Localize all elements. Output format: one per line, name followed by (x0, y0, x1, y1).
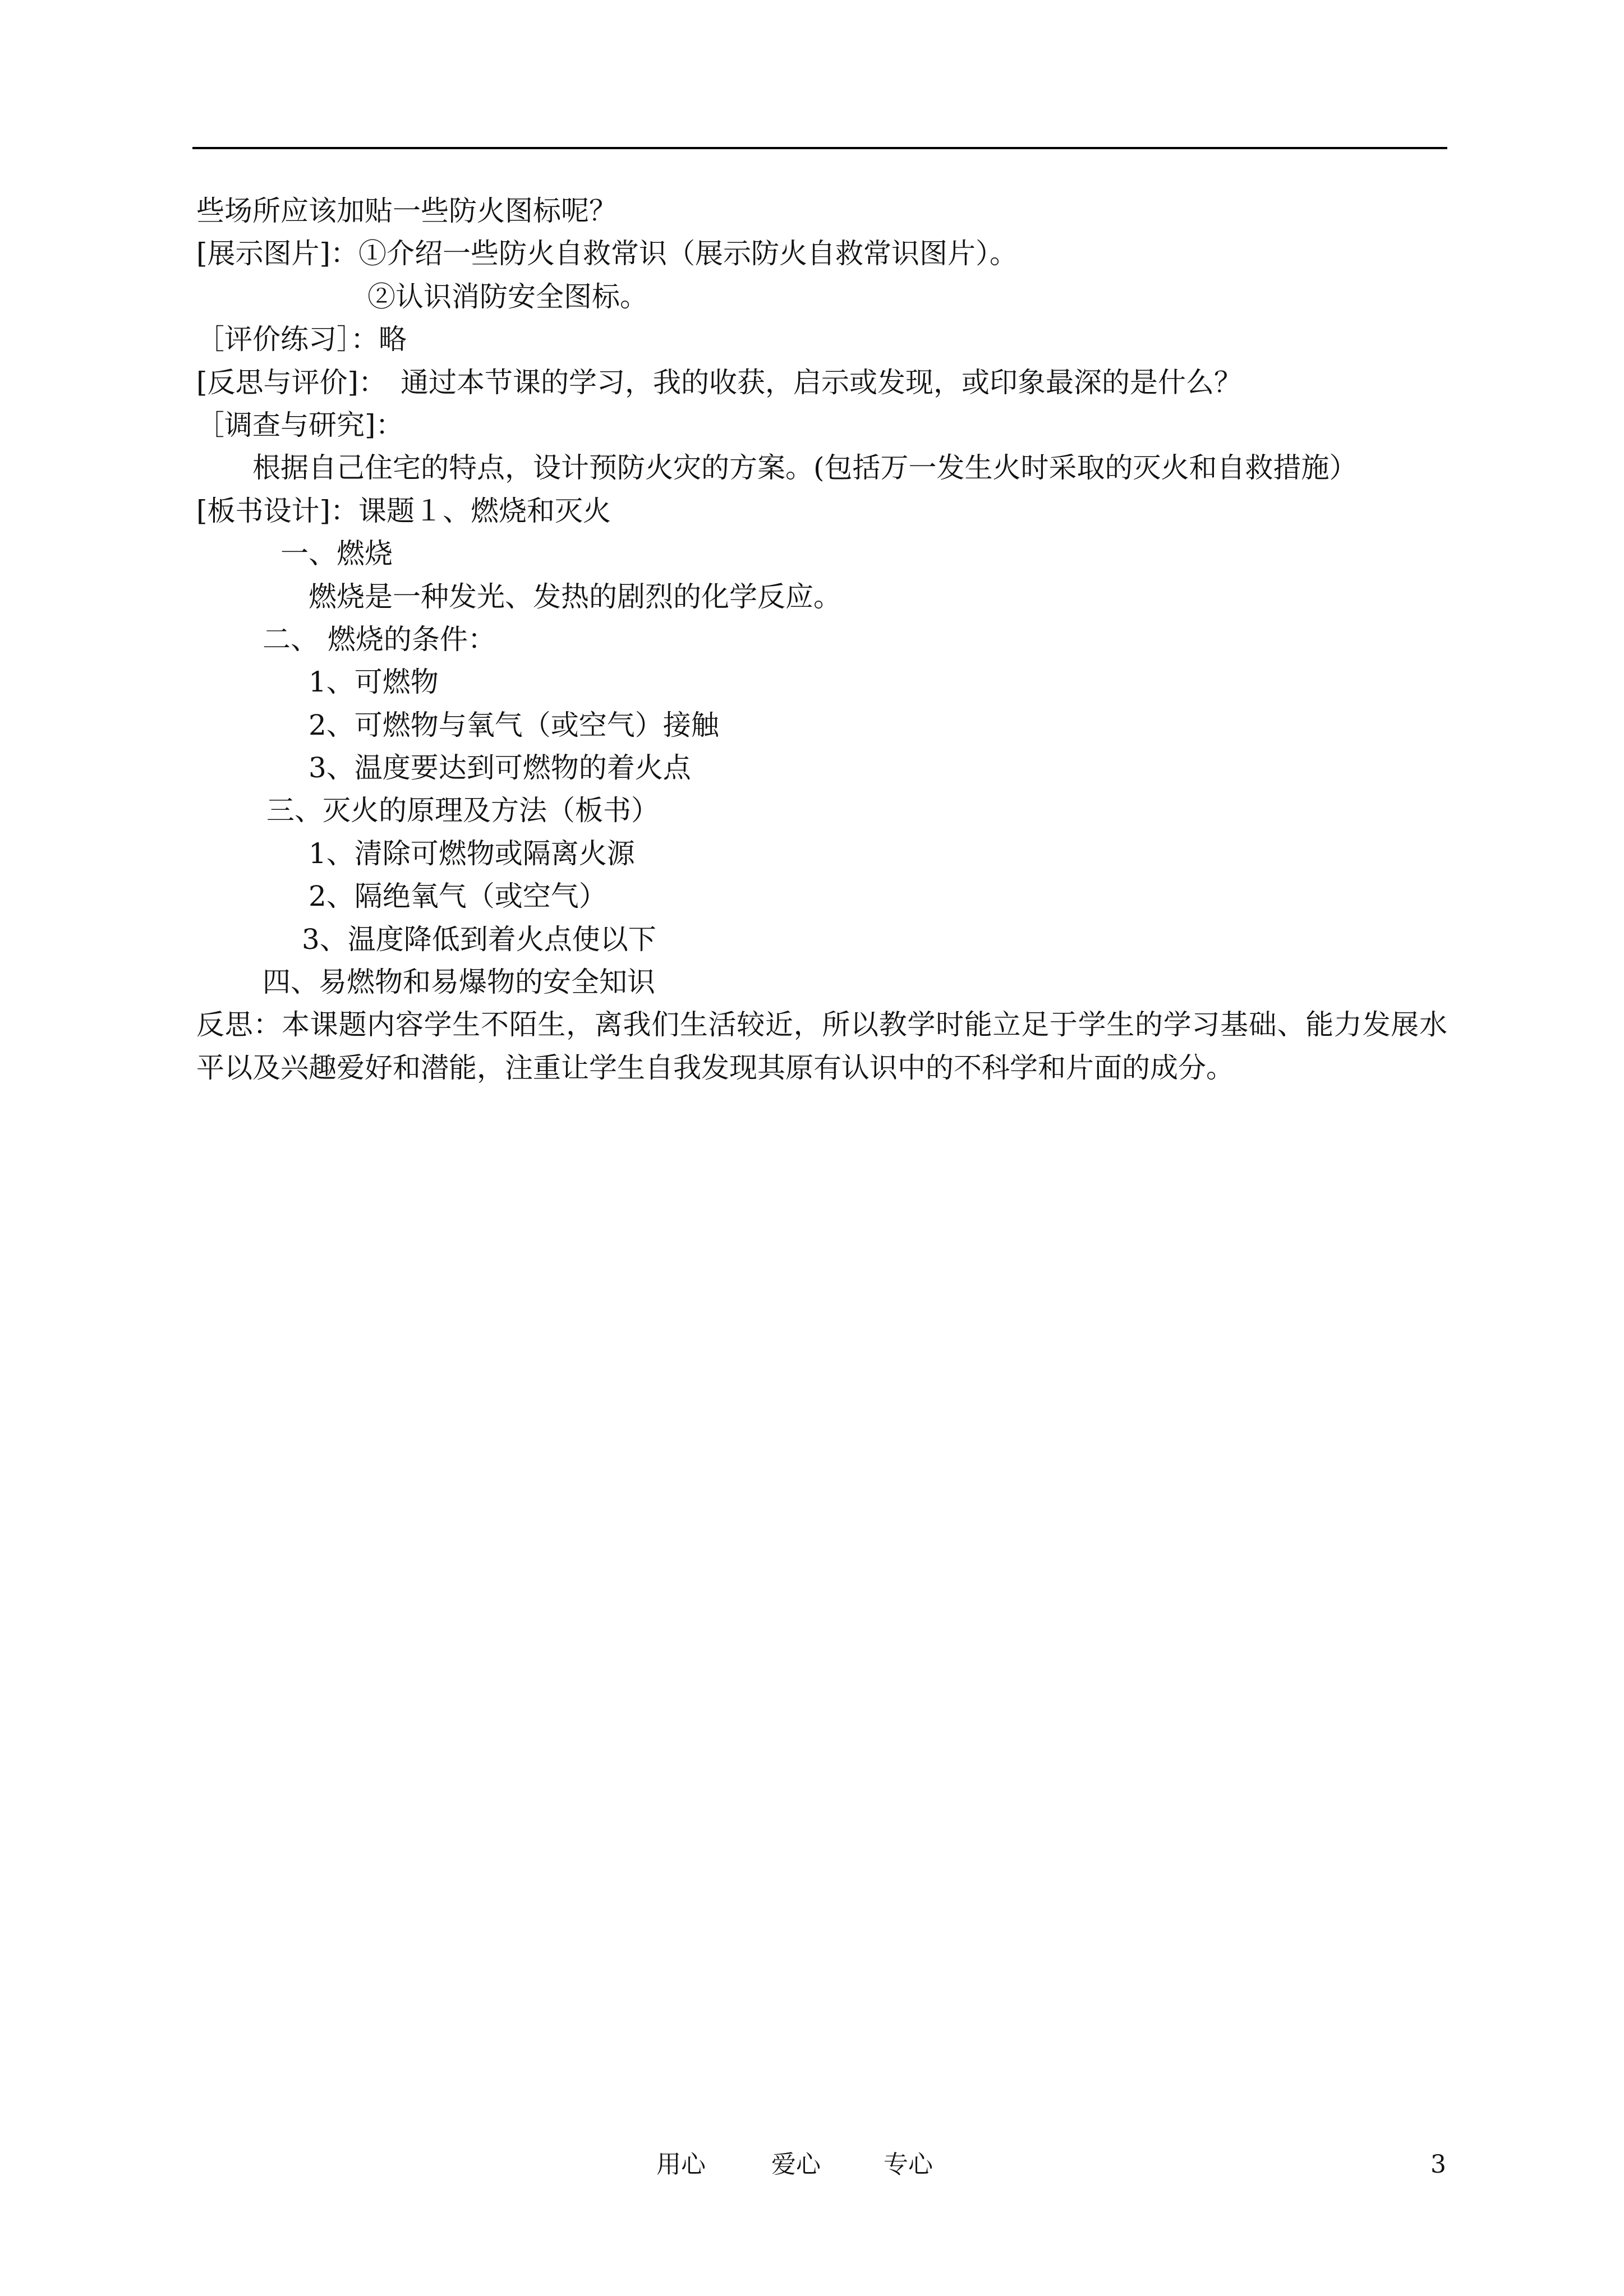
text-line: 3、温度要达到可燃物的着火点 (309, 751, 691, 785)
text-line: 2、可燃物与氧气（或空气）接触 (309, 708, 719, 741)
footer-motto-3: 专心 (884, 2150, 933, 2179)
text-line: 1、可燃物 (309, 666, 439, 699)
text-line: 3、温度降低到着火点使以下 (302, 923, 656, 956)
footer-motto-2: 爱心 (771, 2150, 821, 2179)
text-line: 根据自己住宅的特点，设计预防火灾的方案。(包括万一发生火时采取的灭火和自救措施） (252, 451, 1358, 485)
text-line: 些场所应该加贴一些防火图标呢？ (196, 195, 617, 227)
text-line: ［调查与研究]： (196, 408, 404, 441)
page-number: 3 (1430, 2150, 1446, 2179)
text-line: 1、清除可燃物或隔离火源 (309, 837, 635, 870)
text-line: 2、隔绝氧气（或空气） (309, 880, 607, 913)
text-line: 一、燃烧 (280, 537, 393, 570)
header-rule (192, 147, 1447, 149)
text-line: 燃烧是一种发光、发热的剧烈的化学反应。 (309, 580, 841, 613)
text-line: [板书设计]：课题１、燃烧和灭火 (196, 494, 611, 527)
text-line: [反思与评价]： 通过本节课的学习，我的收获，启示或发现，或印象最深的是什么？ (196, 366, 1243, 399)
text-line: 四、易燃物和易爆物的安全知识 (263, 966, 655, 999)
text-line: ②认识消防安全图标。 (367, 280, 648, 313)
text-line: 二、 燃烧的条件： (263, 623, 496, 656)
footer-motto-1: 用心 (656, 2150, 706, 2179)
text-line: [展示图片]：①介绍一些防火自救常识（展示防火自救常识图片）。 (196, 237, 1018, 270)
reflection-paragraph: 反思：本课题内容学生不陌生，离我们生活较近，所以教学时能立足于学生的学习基础、能力发展水平以及兴趣爱好和潜能，注重让学生自我发现其原有认识中的不科学和片面的成分。 (196, 1008, 1447, 1084)
text-line: ［评价练习］：略 (196, 323, 407, 356)
text-line: 三、灭火的原理及方法（板书） (266, 794, 659, 827)
document-body (196, 190, 1447, 1089)
